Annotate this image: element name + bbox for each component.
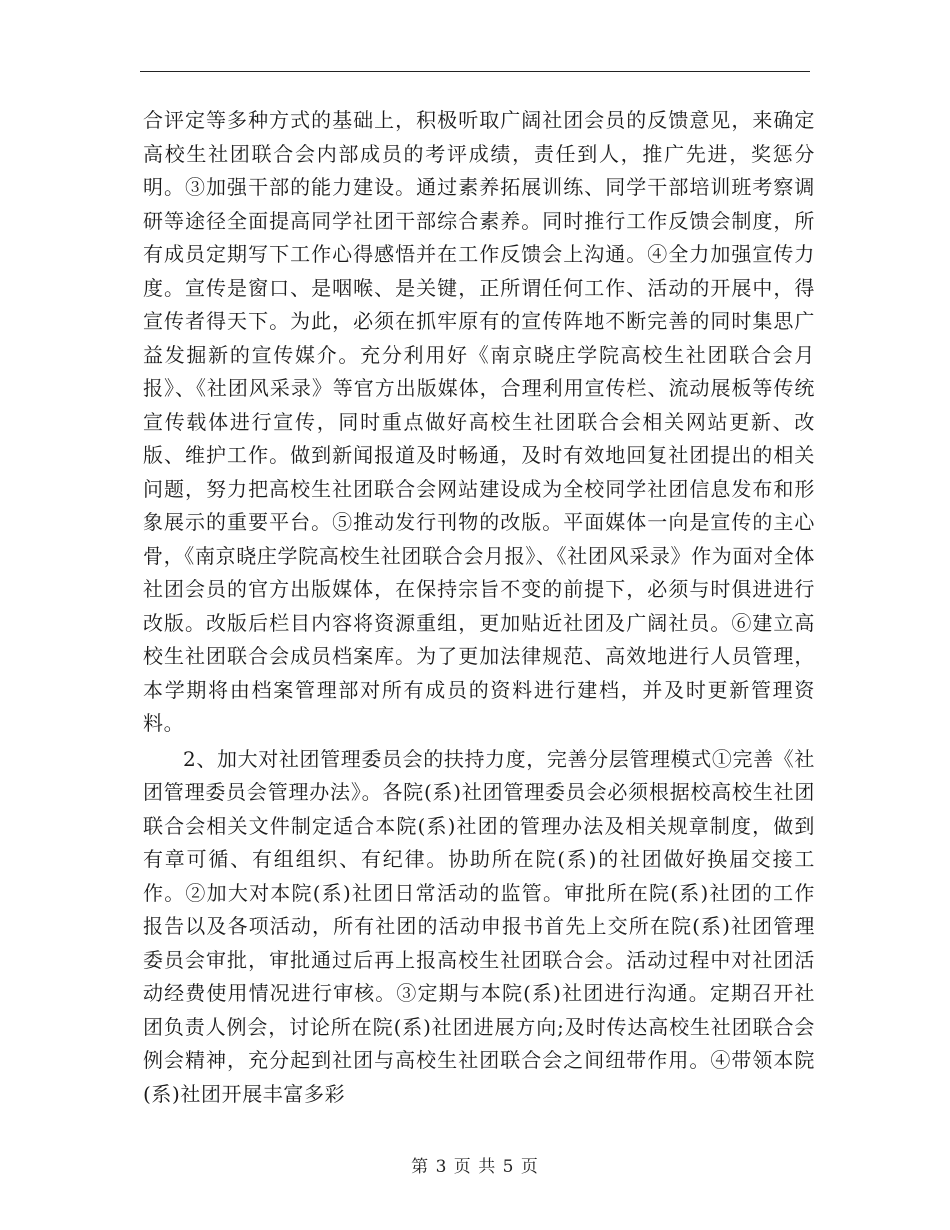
header-rule	[140, 71, 810, 72]
page-number: 第 3 页 共 5 页	[411, 1157, 539, 1177]
paragraph-section-2: 2、加大对社团管理委员会的扶持力度，完善分层管理模式①完善《社团管理委员会管理办法》。各院(系)社团管理委员会必须根据校高校生社团联合会相关文件制定适合本院(系)社团的管理办法及相关规章制度，做到有章可循、有组组织、有纪律。协助所在院(系)的社团做好换届交接工作。②加大对本院(系)社团日常活动的监管。审批所在院(系)社团的工作报告以及各项活动，所有社团的活动申报书首先上交所在院(系)社团管理委员会审批，审批通过后再上报高校生社团联合会。活动过程中对社团活动经费使用情况进行审核。③定期与本院(系)社团进行沟通。定期召开社团负责人例会，讨论所在院(系)社团进展方向;及时传达高校生社团联合会例会精神，充分起到社团与高校生社团联合会之间纽带作用。④带领本院(系)社团开展丰富多彩	[143, 746, 815, 1106]
paragraph-continued: 合评定等多种方式的基础上，积极听取广阔社团会员的反馈意见，来确定高校生社团联合会内部成员的考评成绩，责任到人，推广先进，奖惩分明。③加强干部的能力建设。通过素养拓展训练、同学干部培训班考察调研等途径全面提高同学社团干部综合素养。同时推行工作反馈会制度，所有成员定期写下工作心得感悟并在工作反馈会上沟通。④全力加强宣传力度。宣传是窗口、是咽喉、是关键，正所谓任何工作、活动的开展中，得宣传者得天下。为此，必须在抓牢原有的宣传阵地不断完善的同时集思广益发掘新的宣传媒介。充分利用好《南京晓庄学院高校生社团联合会月报》、《社团风采录》等官方出版媒体，合理利用宣传栏、流动展板等传统宣传载体进行宣传，同时重点做好高校生社团联合会相关网站更新、改版、维护工作。做到新闻报道及时畅通，及时有效地回复社团提出的相关问题，努力把高校生社团联合会网站建设成为全校同学社团信息发布和形象展示的重要平台。⑤推动发行刊物的改版。平面媒体一向是宣传的主心骨，《南京晓庄学院高校生社团联合会月报》、《社团风采录》作为面对全体社团会员的官方出版媒体，在保持宗旨不变的前提下，必须与时俱进进行改版。改版后栏目内容将资源重组，更加贴近社团及广阔社员。⑥建立高校生社团联合会成员档案库。为了更加法律规范、高效地进行人员管理，本学期将由档案管理部对所有成员的资料进行建档，并及时更新管理资料。	[143, 108, 815, 735]
document-body	[143, 104, 815, 1111]
